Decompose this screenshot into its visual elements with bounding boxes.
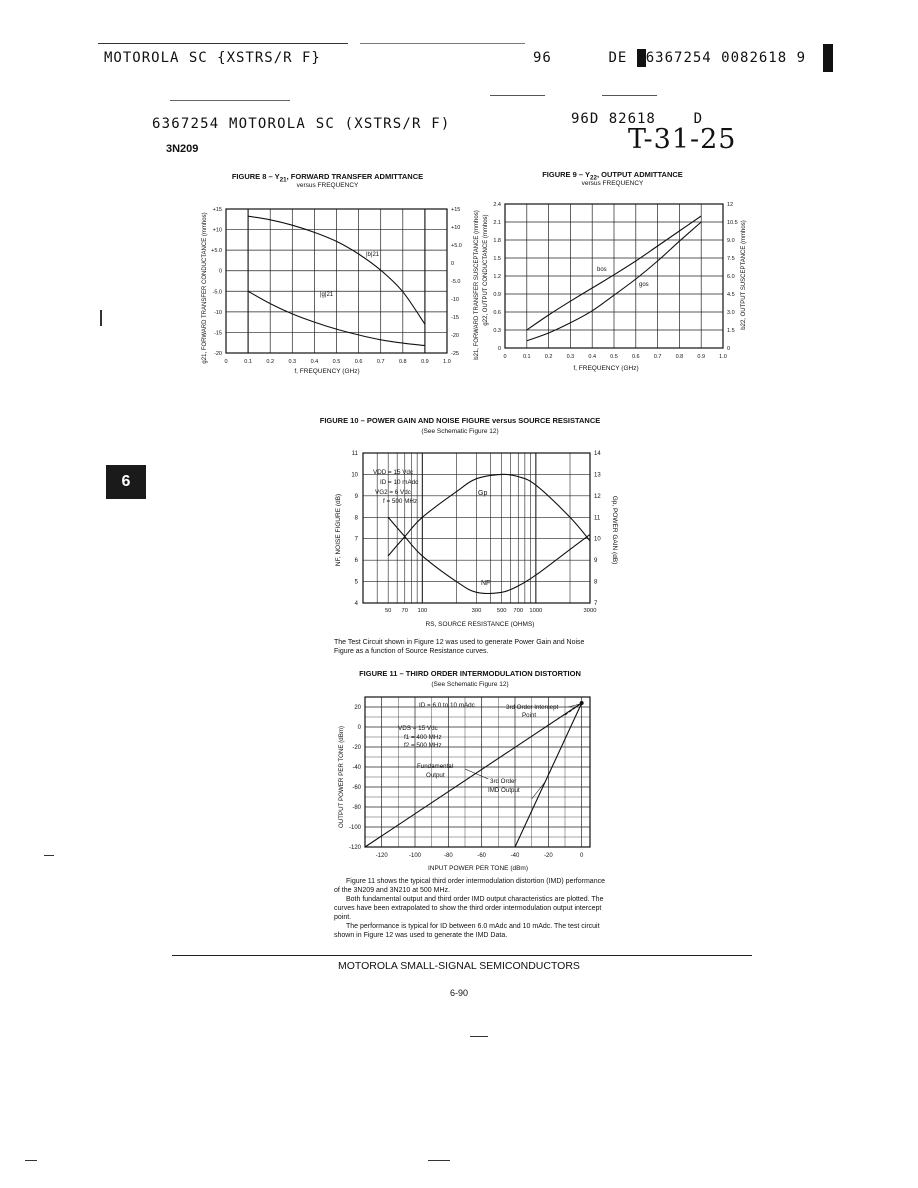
fig8-ytick-left: +10 [212,227,222,234]
fig8-xtick: 0.4 [310,359,319,365]
fig8-xtick: 0.9 [421,359,429,365]
fig9-xtick: 0 [503,354,507,360]
fig8-xtick: 0.6 [354,359,363,365]
fig11-xtick: -60 [477,853,487,859]
fig8-ytick-right: +5.0 [451,243,462,249]
fig11-xtick: -80 [443,853,453,859]
fig9-ytick-left: 0.9 [493,292,501,298]
fig9-xtick: 0.6 [631,354,640,360]
fig9-xtick: 0.3 [566,354,575,360]
fig8-ytick-left: -10 [214,309,222,316]
fig10-cond-vdd: VDD = 15 Vdc [373,469,414,476]
fig8-ytick-right: -15 [451,315,459,321]
fig10-ytick-left: 8 [354,515,358,522]
fig11-xlabel: INPUT POWER PER TONE (dBm) [427,865,529,872]
fig9-curve-label-bos: bos [597,267,607,273]
fig9-ytick-left: 2.1 [493,220,501,226]
scan-mark [25,1160,37,1161]
fig8-ytick-left: -15 [214,330,222,337]
fig11-ytick: -40 [352,765,361,771]
scan-mark [44,855,54,856]
fig9-xtick: 0.1 [522,354,531,360]
fig10-chart [335,451,618,628]
fig9-title-prefix: FIGURE 9 – [542,170,585,179]
fig11-label-fund-2: Output [426,772,445,779]
scan-mark [428,1160,450,1161]
fig9-xtick: 0.5 [610,354,618,360]
fig11-caption-p1: Figure 11 shows the typical third order intermodulation distortion (IMD) performance of the 3N209 and 3N210 at 500 MHz. [334,878,605,894]
fig8-xlabel: f, FREQUENCY (GHz) [294,368,360,375]
fig11-ytick: -100 [348,825,361,831]
header-line2-left: 6367254 MOTOROLA SC (XSTRS/R F) [152,116,451,132]
fig11-ytick: -60 [352,785,361,791]
fig10-xtick: 70 [401,608,408,614]
fig11-xtick: -20 [543,853,553,859]
fig8-xtick: 0.5 [332,359,341,365]
fig10-subtitle: (See Schematic Figure 12) [421,428,499,435]
fig9-ytick-right: 3.0 [727,310,735,316]
fig8-ytick-left: 0 [218,268,222,275]
fig11-label-intercept-1: 3rd Order Intercept [506,704,559,711]
fig9-xtick: 0.9 [697,354,706,360]
fig11-cond-f2: f2 = 500 MHz [404,742,442,749]
fig10-ytick-left: 6 [354,558,358,565]
fig9-ytick-left: 0.3 [493,328,501,334]
fig11-xtick: -120 [375,853,388,859]
fig8-xtick: 0.3 [288,359,297,365]
date-code-letter: D [693,111,704,127]
fig9-ytick-left: 1.8 [493,238,501,244]
fig10-ylabel-right: Gp, POWER GAIN (dB) [611,495,618,565]
fig10-xtick: 300 [471,608,482,614]
fig8-ytick-left: -20 [214,351,222,357]
fig11-cond-top: ID = 6.0 to 10 mAdc [419,702,475,709]
fig8-xtick: 0.1 [244,359,252,365]
fig10-ytick-right: 14 [594,451,601,457]
fig8-ytick-right: -25 [451,351,459,357]
scan-mark [602,95,657,96]
fig9-ytick-right: 4.5 [727,292,735,298]
fig9-ytick-right: 10.5 [727,220,738,226]
scan-mark [470,1036,488,1037]
fig9-ytick-left: 0.6 [493,310,501,316]
fig11-ytick: 20 [354,705,361,711]
fig9-ytick-right: 1.5 [727,328,735,334]
fig10-xtick: 50 [384,608,392,614]
fig9-ytick-right: 7.5 [727,256,735,262]
fig9-xtick: 0.8 [675,354,684,360]
fig9-ytick-left: 0 [497,346,501,352]
fig10-ytick-right: 11 [594,515,601,522]
fig9-ytick-right: 0 [727,346,731,352]
fig9-xtick: 0.4 [588,354,597,360]
fig10-ytick-right: 7 [594,601,598,607]
fig9-ytick-left: 2.4 [493,202,501,208]
header-top-left: MOTOROLA SC {XSTRS/R F} [104,50,321,66]
fig8-xtick: 0 [224,359,228,365]
fig8-xtick: 1.0 [443,359,451,365]
fig10-curve-label-nf: NF [481,580,491,587]
fig8-ytick-right: +15 [451,207,461,213]
fig8-xtick: 0.2 [266,359,275,365]
fig8-curve-label-g21: |g|21 [320,292,334,298]
fig9-xtick: 1.0 [719,354,727,360]
fig11-caption [334,877,606,940]
fig11-label-imd-1: 3rd Order [490,778,517,785]
fig10-ylabel-left: NF, NOISE FIGURE (dB) [335,493,342,567]
fig8-xtick: 0.7 [376,359,385,365]
fig10-ytick-left: 4 [354,601,358,607]
fig9-title-rest: , OUTPUT ADMITTANCE [596,170,683,179]
fig10-cond-vg2: VG2 = 6 Vdc [375,489,411,496]
fig9-xtick: 0.2 [544,354,553,360]
scan-mark [490,95,545,96]
fig8-ytick-left: +15 [212,207,222,213]
fig11-label-intercept-2: Point [522,712,537,719]
scan-mark [100,310,102,326]
fig10-ytick-right: 10 [594,536,601,543]
fig9-ytick-right: 6.0 [727,274,735,280]
fig9-chart [483,202,747,372]
fig10-xtick: 100 [417,608,428,614]
fig11-ytick: 0 [357,725,361,731]
fig11-caption-p3: The performance is typical for ID between 6.0 mAdc and 10 mAdc. The test circuit shown in Figure 12 was used to generate the IMD Data. [334,923,600,939]
fig10-cond-id: ID = 10 mAdc [380,479,419,486]
fig9-ytick-left: 1.2 [493,274,501,280]
fig11-label-imd-2: IMD Output [488,787,520,794]
fig8-title-sym: Y [274,172,280,181]
fig11-cond-f1: f1 = 400 MHz [404,734,442,741]
fig10-ytick-left: 7 [354,536,358,543]
fig8-ytick-right: +10 [451,225,461,231]
fig10-xtick: 500 [496,608,507,614]
fig8-ytick-right: -5.0 [451,279,461,285]
fig8-ytick-left: -5.0 [212,289,222,296]
part-number: 3N209 [166,143,199,155]
fig10-xtick: 700 [513,608,524,614]
footer-text: MOTOROLA SMALL-SIGNAL SEMICONDUCTORS [338,960,580,972]
fig11-title: FIGURE 11 – THIRD ORDER INTERMODULATION DISTORTION [359,669,581,678]
fig11-ytick: -120 [348,845,361,851]
header-code-b: DE [608,50,628,66]
handwritten-code: T-31-25 [628,124,737,155]
fig8-ytick-right: -20 [451,333,459,339]
fig9-subtitle: versus FREQUENCY [581,180,644,187]
fig11-label-fund-1: Fundamental [417,763,454,770]
fig10-ytick-left: 5 [354,579,358,586]
fig11-chart [338,697,590,872]
page-number: 6-90 [450,988,469,998]
fig10-xlabel: RS, SOURCE RESISTANCE (OHMS) [425,621,535,628]
fig8-xtick: 0.8 [398,359,407,365]
fig11-ytick: -20 [352,745,361,751]
header-code-a: 96 [533,50,552,66]
fig8-ytick-right: 0 [451,261,455,267]
fig9-ytick-right: 9.0 [727,238,735,244]
fig8-ytick-left: +5.0 [211,248,222,255]
fig8-title-prefix: FIGURE 8 – [231,172,275,181]
fig8-ylabel-right: b21, FORWARD TRANSFER SUSCEPTANCE (mmhos) [474,210,480,360]
fig11-ytick: -80 [352,805,361,811]
fig10-ytick-right: 12 [594,493,601,500]
fig10-curve-label-gp: Gp [478,490,488,497]
date-code: 96D 82618 [571,111,656,127]
footer-rule [172,955,752,956]
fig11-ylabel: OUTPUT POWER PER TONE (dBm) [338,725,345,829]
fig9-xlabel: f, FREQUENCY (GHz) [573,365,639,372]
fig10-cond-f: f = 500 MHz [383,498,418,505]
fig10-title: FIGURE 10 – POWER GAIN AND NOISE FIGURE versus SOURCE RESISTANCE [319,416,601,425]
fig10-ytick-left: 9 [354,493,358,500]
fig8-curve-label-b21: |b|21 [366,252,380,258]
fig11-subtitle: (See Schematic Figure 12) [431,681,509,688]
fig9-title-sym: Y [585,170,591,179]
fig8-ytick-right: -10 [451,297,459,303]
fig9-curve-label-gos: gos [639,282,649,288]
fig8-title-sub: 21 [279,176,287,184]
fig11-intercept-point [580,701,584,705]
header-code-c: 6367254 0082618 9 [645,50,807,66]
fig10-curve-Gp [388,474,590,556]
fig10-ytick-right: 8 [594,579,598,586]
fig10-ytick-left: 10 [351,472,358,479]
fig9-ytick-right: 12 [727,202,734,208]
fig10-xtick: 3000 [583,608,597,614]
fig9-ylabel-right: b22, OUTPUT SUSCEPTANCE (mmhos) [741,220,747,330]
fig11-cond-vds: VDS = 15 Vdc [398,725,438,732]
fig10-xtick: 1000 [529,608,543,614]
fig8-ylabel-left: g21, FORWARD TRANSFER CONDUCTANCE (mmhos) [202,212,208,364]
fig9-ytick-left: 1.5 [493,256,501,262]
fig8-subtitle: versus FREQUENCY [296,182,359,189]
fig8-chart [202,207,480,375]
fig11-leader-fund [465,769,488,779]
fig11-xtick: 0 [579,853,584,859]
section-tab: 6 [106,465,146,499]
fig10-ytick-left: 11 [351,451,358,457]
fig11-xtick: -40 [510,853,520,859]
fig8-title-rest: , FORWARD TRANSFER ADMITTANCE [286,172,424,181]
fig9-title-sub: 22 [590,174,597,182]
fig9-ylabel-left: g22, OUTPUT CONDUCTANCE (mmhos) [483,214,489,326]
fig11-xtick: -100 [408,853,422,859]
fig10-ytick-right: 9 [594,558,598,565]
fig10-caption: The Test Circuit shown in Figure 12 was used to generate Power Gain and Noise Figure as a function of Source Resistance curves. [334,639,585,655]
fig10-ytick-right: 13 [594,472,601,479]
fig11-caption-p2: Both fundamental output and third order IMD output characteristics are plotted. The curves have been extrapolated to show the third order intermodulation output intercept point. [334,896,604,921]
scan-mark [170,100,290,101]
fig9-xtick: 0.7 [653,354,662,360]
